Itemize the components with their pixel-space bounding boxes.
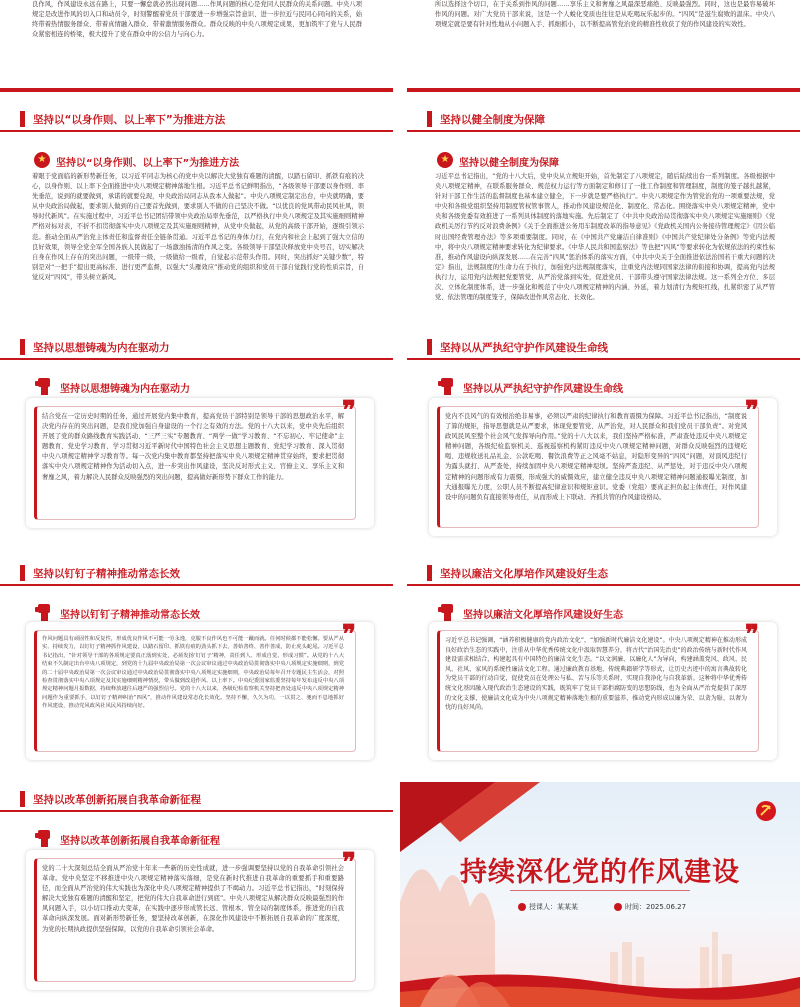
slide-header [407, 560, 800, 586]
raised-fist-icon [34, 376, 56, 396]
cover-background-art [400, 782, 800, 1007]
section-paragraph: 党内不良风气的有效根治绝非易事，必须以严肃的纪律执行和教育震慑为保障。习近平总书记指出，“制度说了算的规矩，指导思想就是从严要求，体现党要管党、从严治党，对人民群众和我们党员干部负责”。对党风政风民风至整个社会风气发挥导向作用。”党的十八大以来，我们坚持严格标准，严肃查处违反中央八项规定精神问题，各级纪检监察机关、巡视巡察机构紧盯违反中央八项规定精神问题，对群众反映强烈的违规吃喝、违规收送礼品礼金、公款吃喝、餐饮浪费等正之风毫不姑息，对隐形变异的“四风”问题，对顶风违纪行为露头就打、从严查处，持续加固中央八项规定精神堤坝。坚持严查违纪、从严惩处，对于违反中央八项规定精神的问题形成有力震慑，形成强大的威慑效应，建立健全违反中央八项规定精神问题通报曝光制度，加大通报曝光力度，公职人员不断提高纪律意识和规矩意识。党委（党组）要真正担负起主体责任，对作风建设中的问题负有直接领导责任，从而形成上下联动、齐抓共管的作风建设格局。 [445, 413, 747, 501]
header-underline [0, 358, 393, 360]
section-paragraph: 作风问题具有顽固性和反复性，形成优良作风不可能一劳永逸，克服不良作风也不可能一蹴而就。任何时候都不能松懈。要从严从实、持续发力，以钉钉子精神抓作风建设，以踏石留印、抓铁有痕的劲头抓下去，善始善终、善作善成，防止虎头蛇尾。习近平总书记指出，“针对领导干部的各项规定要真正落到实处，必须发扬‘钉钉子’精神，责任到人、形成自觉、形成习惯”。从党的十八大结束不久制定出台中央八项规定，到党的十九届中央政治局第一次会议审议通过中央政治局贯彻落实中央八项规定实施细则，到党的二十届中央政治局第一次会议审议通过中央政治局贯彻落实中央八项规定实施细则，中央政治局每年召开专题民主生活会，对照检查贯彻落实中央八项规定及其实施细则精神情况，带头做到改进作风、以上率下。中央纪委国家监委坚持每年发布违反中央八项规定精神问题月报数据，持续释放越往后越严的强烈信号。党的十八大以来，各级纪检监察机关坚持把查处违反中央八项规定精神问题作为重要抓手，以钉钉子精神纠治“四风”，推动作风建设常态化长效化。坚持不懈，久久为功，一以贯之、驰而不息地抓好作风建设，推动党风政风社风民风持续向好。 [42, 636, 344, 710]
raised-fist-icon [437, 602, 459, 622]
section-subtitle: 坚持以廉洁文化厚培作风建设好生态 [463, 610, 623, 621]
slide-institutions [407, 102, 800, 320]
date-text: 时间：2025.06.27 [625, 903, 687, 911]
slide-header-title: 坚持以从严执纪守护作风建设生命线 [440, 341, 608, 354]
top-left-paragraph: 良作风，作风建设永远在路上，只要一懈怠就必然出现问题……作风问题的核心是党同人民群众的关系问题。中央八项规定是改进作风的切入口和动员令，时刻警醒着党员干部要进一步增强宗旨意识、进一步拉近与民同心同向的关系，始终带着热情服务群众、带着真情融入群众、带着激情服务群众。群众反映的中央八项规定成果，更加筑牢了党与人民群众紧密相连的桥梁，极大提升了党在群众中的公信力与向心力。 [32, 1, 362, 39]
section-paragraph: 结合党在一定历史时期的任务，通过开展党内集中教育，提高党员干部特别是领导干部的思想政治水平，解决党内存在的突出问题，是我们党加强自身建设的一个行之有效的方法。党的十八大以来，党中央先后组织开展了党的群众路线教育实践活动、“三严三实”专题教育、“两学一做”学习教育、“不忘初心、牢记使命”主题教育、党史学习教育、学习贯彻习近平新时代中国特色社会主义思想主题教育、党纪学习教育、深入贯彻中央八项规定精神学习教育等。每一次党内集中教育都坚持把落实中央八项规定精神贯穿始终，要求把贯彻落实中央八项规定精神作为活动切入点，进一步突出作风建设，坚决反对形式主义、官僚主义、享乐主义和奢靡之风，着力解决人民群众反映强烈的突出问题，提高做好新形势下群众工作的能力。 [42, 413, 344, 481]
star-icon: ★ [437, 152, 453, 168]
cover-title: 持续深化党的作风建设 [460, 857, 740, 888]
header-underline [0, 810, 393, 812]
header-accent-bar [20, 111, 25, 127]
raised-fist-icon [437, 376, 459, 396]
clock-icon [614, 903, 622, 911]
user-icon [518, 903, 526, 911]
header-underline [0, 130, 393, 132]
section-subtitle: 坚持以思想铸魂为内在驱动力 [60, 384, 190, 395]
slide-example-leadership [0, 102, 393, 320]
slide-header-title: 坚持以“以身作则、以上率下”为推进方法 [33, 113, 226, 126]
header-underline [407, 358, 800, 360]
header-accent-bar [427, 111, 432, 127]
star-icon: ★ [34, 152, 50, 168]
section-paragraph: 着眼于党面临的新形势新任务，以习近平同志为核心的党中央以解决大党独有难题的清醒，以踏石留印、抓铁有痕的决心，以身作则、以上率下全面推进中央八项规定精神落地生根。习近平总书记鲜明指出，“各级领导干部要以身作则、率先垂范，说到的就要做到，承诺的就要兑现，中央政治局同志从我本人做起”。中央八项规定制定出台，中央就明确，要从中央政治局做起，要求别人做到的自己要首先做到，要求别人不做的自己坚决不做。“以优良的党风带动民风社风，领导时代新风”。在实施过程中，习近平总书记团结带领中央政治局率先垂范，以严格执行中央八项规定及其实施细则精神严格对标对表，不折不扣贯彻落实中央八项规定及其实施细则精神，从党中央做起，从党的高级干部开始，逐级引领示范。推动全面从严治党主体责任和监督责任全链条贯通。习近平总书记的身体力行，在党内和社会上起到了强大立信的良好效果，领导全党全军全国各族人民做起了一场激浊扬清的作风之变。各级领导干部坚决释放党中央号召，切实解决自身在作风上存在的突出问题，一级带一级，一级做给一级看，自觉起示范带头作用。同时，突出抓好“关键少数”，特别是对“一把手”提出更高标准、进行更严监督，以强大“头雁效应”推动党的组织和党员干部自觉践行党的性质宗旨，自觉反对“四风”，带头树立新风。 [32, 173, 364, 281]
slide-header [0, 106, 393, 132]
header-underline [407, 584, 800, 586]
slide-footer-bar [407, 88, 800, 92]
slide-persistence [0, 556, 393, 770]
slide-ideology [0, 330, 393, 544]
section-subtitle: 坚持以钉钉子精神推动常态长效 [60, 610, 200, 621]
reporter-label [518, 902, 578, 912]
header-accent-bar [427, 565, 432, 581]
slide-header-title: 坚持以思想铸魂为内在驱动力 [33, 341, 170, 354]
section-paragraph: 党的二十大深刻总结全面从严治党十年来一些新的历史性成就，进一步强调要坚持以党的自我革命引领社会革命。党中央坚定不移推进中央八项规定精神落实落细，是党在新时代推进自我革命的重要抓手和重要路径，而全面从严治党的伟大实践也为深化中央八项规定精神提供了不竭动力。习近平总书记指出，“时刻保持解决大党独有难题的清醒和坚定，把党的伟大自我革命进行到底”。中央八项规定从解决群众反映最强烈的作风问题入手，以小切口推动大变革，在实践中逐步形成管长远、管根本、管全局的制度体系，推进党的自我革命向纵深发展。面对新形势新任务，要坚持改革创新，在深化作风建设中不断拓展自我革命的广度深度，为党的长期执政提供坚强保障，以党的自我革命引领社会革命。 [42, 865, 344, 933]
slide-header [0, 786, 393, 812]
slide-top-right [407, 0, 800, 92]
slide-discipline [407, 330, 800, 544]
slide-header-title: 坚持以廉洁文化厚培作风建设好生态 [440, 567, 608, 580]
slide-integrity-culture [407, 556, 800, 770]
slide-header [407, 106, 800, 132]
slide-header-title: 坚持以钉钉子精神推动常态长效 [33, 567, 180, 580]
header-accent-bar [427, 339, 432, 355]
quote-mark-icon: ❞ [342, 848, 356, 878]
slide-header-title: 坚持以改革创新拓展自我革命新征程 [33, 793, 201, 806]
slide-reform-innovation [0, 782, 393, 1007]
slide-footer-bar [0, 88, 393, 92]
quote-mark-icon: ❞ [342, 620, 356, 650]
top-right-paragraph: 所以选择这个切口，在于关系到作风的问题……享乐主义和奢靡之风最深恶痛绝、反映最强烈。同时，这也是最容易破坏作风的问题。对广大党员干部来说，这是一个人蜕化变质也往往是从吃喝玩乐起步的。“四风”是滋生腐败的温床。中央八项规定就是要有针对性地从小问题入手、抓细抓小，以不断提高管党治党的精准性收获了党的作风建设的实效性。 [435, 1, 775, 29]
header-accent-bar [20, 339, 25, 355]
header-underline [407, 130, 800, 132]
section-paragraph: 习近平总书记指出，“党的十八大后，党中央从立规矩开始，首先制定了八项规定，随后陆续出台一系列制度。各级根据中央八项规定精神，在联系服务群众、规范权力运行等方面制定和修订了一批工作制度和管理制度，制度的笼子越扎越紧，针对干部工作生活的监督制度也基本建立健全，下一步就是要严格执行”。中央八项规定作为管党治党的一项重要法规，党中央和各级党组织坚持用制度管权管事管人，推动作风建设规范化、制度化、常态化。围绕落实中央八项规定精神，党中央和各级党委有效推进了一系列具体制度的落地实施。先后制定了《中共中央政治局贯彻落实中央八项规定实施细则》《党政机关厉行节约反对浪费条例》《关于全面推进公务用车制度改革的指导意见》《党政机关国内公务接待管理规定》《因公临时出国经费管理办法》等多项重要制度。同时，在《中国共产党廉洁自律准则》《中国共产党纪律处分条例》等党内法规中，将中央八项规定精神要求转化为纪律要求。《中华人民共和国监察法》等也把“四风”等要求转化为依规依法的约束性标准，推动作风建设向纵深发展……在完善“四风”惩治体系的落实方面，《中共中央关于全面推进依法治国若干重大问题的决定》指出，法规制度的生命力在于执行，加强党内法规制度落实，注重党内法规同国家法律的衔接和协调，提高党内法规执行力，运用党内法规把党要管党、从严治党落到实处，促进党员、干部带头遵守国家法律法规。这一系列全方位、多层次、立体化制度体系，进一步强化和规范了中央八项规定精神的内涵、外延，着力划清行为规矩红线，扎紧织密了从严管党、依法管理的制度笼子，保障改进作风常态化、长效化。 [435, 173, 775, 302]
slide-cover [400, 782, 800, 1007]
quote-mark-icon: ❞ [745, 620, 759, 650]
section-subtitle: 坚持以改革创新拓展自我革命新征程 [60, 836, 220, 847]
section-subtitle: 坚持以“以身作则、以上率下”为推进方法 [56, 158, 240, 169]
quote-mark-icon: ❞ [342, 396, 356, 426]
party-emblem-icon [755, 800, 777, 822]
header-underline [0, 584, 393, 586]
quote-mark-icon: ❞ [745, 396, 759, 426]
slide-header [0, 560, 393, 586]
raised-fist-icon [34, 828, 56, 848]
section-paragraph: 习近平总书记强调，“涵养积极健康的党内政治文化”，“加强新时代廉洁文化建设”。中央八项规定精神在推动形成良好政治生态的实践中，注重从中华优秀传统文化中汲取智慧养分，将古代“治国先治吏”的政治传统与新时代作风建设需求相结合，构建起具有中国特色的廉洁文化生态。“以文润廉、以廉化人”为导向，构建涵盖党风、政风、民风、社风、家风的系统性廉洁文化工程。通过廉政教育基地、传统典籍研学等形式，让历史古迹中的寓言典故转化为党员干部的行动自觉，促使党员在处理公与私、苦与乐等关系时，实现自我净化与自我革新。这种将中华优秀传统文化基因融入现代政治生态建设的实践，既筑牢了党员干部拒腐防变的思想防线，也为全面从严治党提供了深厚的文化支撑，使廉洁文化成为中央八项规定精神落地生根的重要滋养，推动党内形成以廉为荣、以贪为耻、以奢为忧的良好风尚。 [445, 637, 747, 712]
section-subtitle: 坚持以健全制度为保障 [459, 158, 559, 169]
date-label [614, 902, 686, 912]
slide-top-left [0, 0, 393, 92]
header-accent-bar [20, 791, 25, 807]
slide-header [0, 334, 393, 360]
cover-divider [510, 890, 690, 891]
raised-fist-icon [34, 602, 56, 622]
slide-header-title: 坚持以健全制度为保障 [440, 113, 545, 126]
section-subtitle: 坚持以从严执纪守护作风建设生命线 [463, 384, 623, 395]
reporter-text: 授课人：某某某 [529, 903, 578, 911]
slide-header [407, 334, 800, 360]
header-accent-bar [20, 565, 25, 581]
